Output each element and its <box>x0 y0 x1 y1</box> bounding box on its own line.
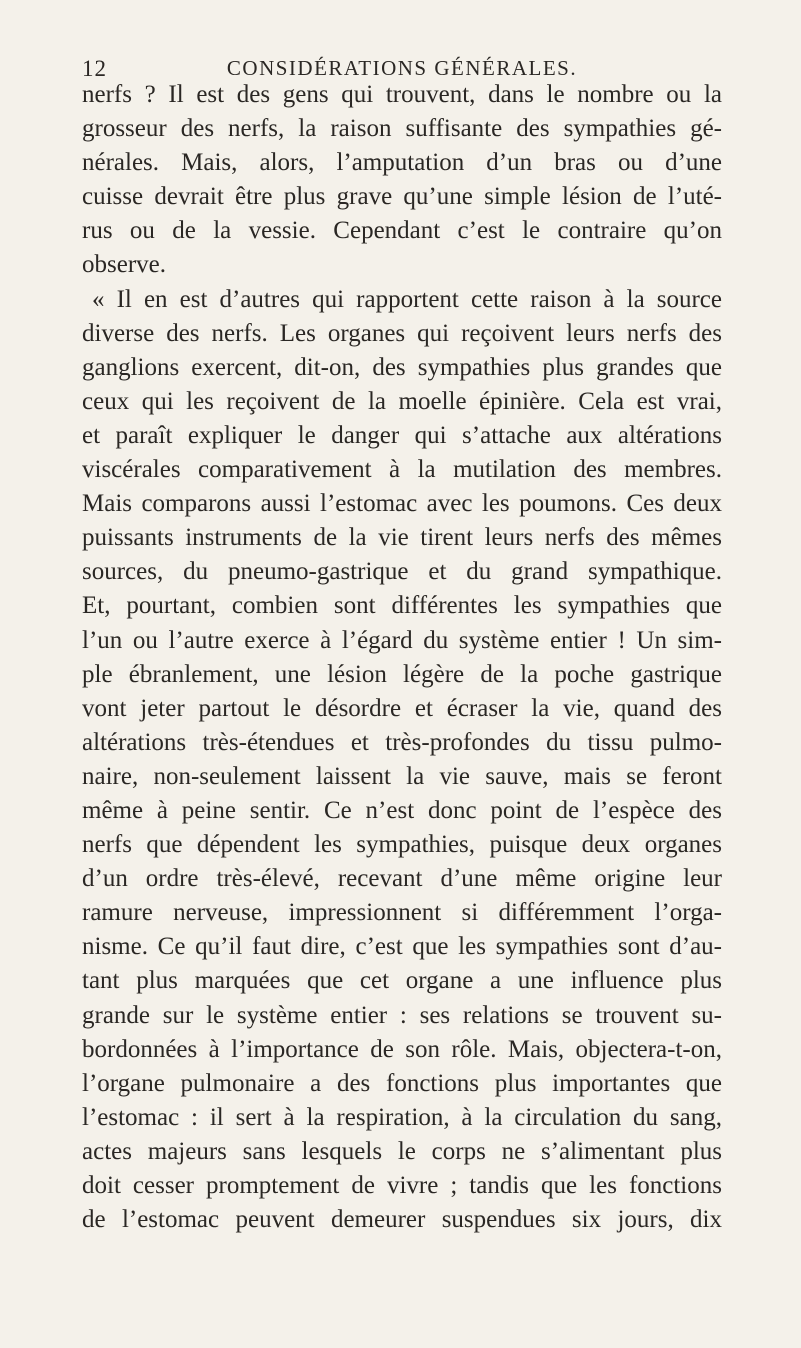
text-line: ganglions exercent, dit-on, des sympathies plus grandes que <box>82 353 722 381</box>
text-line: ramure nerveuse, impressionnent si différemment l’orga- <box>82 899 722 927</box>
text-line: nerfs ? Il est des gens qui trouvent, dans le nombre ou la <box>82 81 722 108</box>
body-text <box>82 78 722 1237</box>
text-line: Et, pourtant, combien sont différentes les sympathies que <box>82 592 722 620</box>
text-line: rus ou de la vessie. Cependant c’est le contraire qu’on <box>82 217 722 245</box>
text-line: de l’estomac peuvent demeurer suspendues six jours, dix <box>82 1206 722 1234</box>
text-line: ple ébranlement, une lésion légère de la poche gastrique <box>82 660 722 688</box>
text-line: même à peine sentir. Ce n’est donc point de l’espèce des <box>82 796 722 824</box>
text-line: Mais comparons aussi l’estomac avec les poumons. Ces deux <box>82 490 722 518</box>
text-line: ceux qui les reçoivent de la moelle épinière. Cela est vrai, <box>82 387 722 415</box>
text-line: d’un ordre très-élevé, recevant d’une même origine leur <box>82 865 722 893</box>
text-line: cuisse devrait être plus grave qu’une simple lésion de l’uté- <box>82 183 722 211</box>
text-line: naire, non-seulement laissent la vie sauve, mais se feront <box>82 762 722 790</box>
page-number: 12 <box>82 56 107 81</box>
text-line: grosseur des nerfs, la raison suffisante des sympathies gé- <box>82 115 722 143</box>
text-line: tant plus marquées que cet organe a une influence plus <box>82 967 722 995</box>
text-line: l’organe pulmonaire a des fonctions plus importantes que <box>82 1069 722 1097</box>
text-line: puissants instruments de la vie tirent leurs nerfs des mêmes <box>82 524 722 552</box>
running-title: CONSIDÉRATIONS GÉNÉRALES. <box>226 56 578 80</box>
text-line: grande sur le système entier : ses relations se trouvent su- <box>82 1001 722 1029</box>
text-line: et paraît expliquer le danger qui s’attache aux altérations <box>82 421 722 449</box>
text-line: vont jeter partout le désordre et écraser la vie, quand des <box>82 694 722 722</box>
text-line: diverse des nerfs. Les organes qui reçoivent leurs nerfs des <box>82 319 722 347</box>
text-line: l’un ou l’autre exerce à l’égard du système entier ! Un sim- <box>82 626 722 654</box>
text-line: observe. <box>82 251 166 279</box>
text-line: altérations très-étendues et très-profondes du tissu pulmo- <box>82 728 722 756</box>
text-line: nisme. Ce qu’il faut dire, c’est que les sympathies sont d’au- <box>82 933 722 961</box>
text-line: nérales. Mais, alors, l’amputation d’un bras ou d’une <box>82 149 722 177</box>
text-line: actes majeurs sans lesquels le corps ne s’alimentant plus <box>82 1137 722 1165</box>
text-line: nerfs que dépendent les sympathies, puisque deux organes <box>82 831 722 859</box>
text-line: viscérales comparativement à la mutilation des membres. <box>82 456 722 484</box>
text-line: l’estomac : il sert à la respiration, à la circulation du sang, <box>82 1103 722 1131</box>
text-line: sources, du pneumo-gastrique et du grand sympathique. <box>82 558 722 586</box>
text-line: bordonnées à l’importance de son rôle. Mais, objectera-t-on, <box>82 1035 722 1063</box>
text-line: doit cesser promptement de vivre ; tandis que les fonctions <box>82 1172 722 1199</box>
text-line: « Il en est d’autres qui rapportent cette raison à la source <box>92 285 722 313</box>
